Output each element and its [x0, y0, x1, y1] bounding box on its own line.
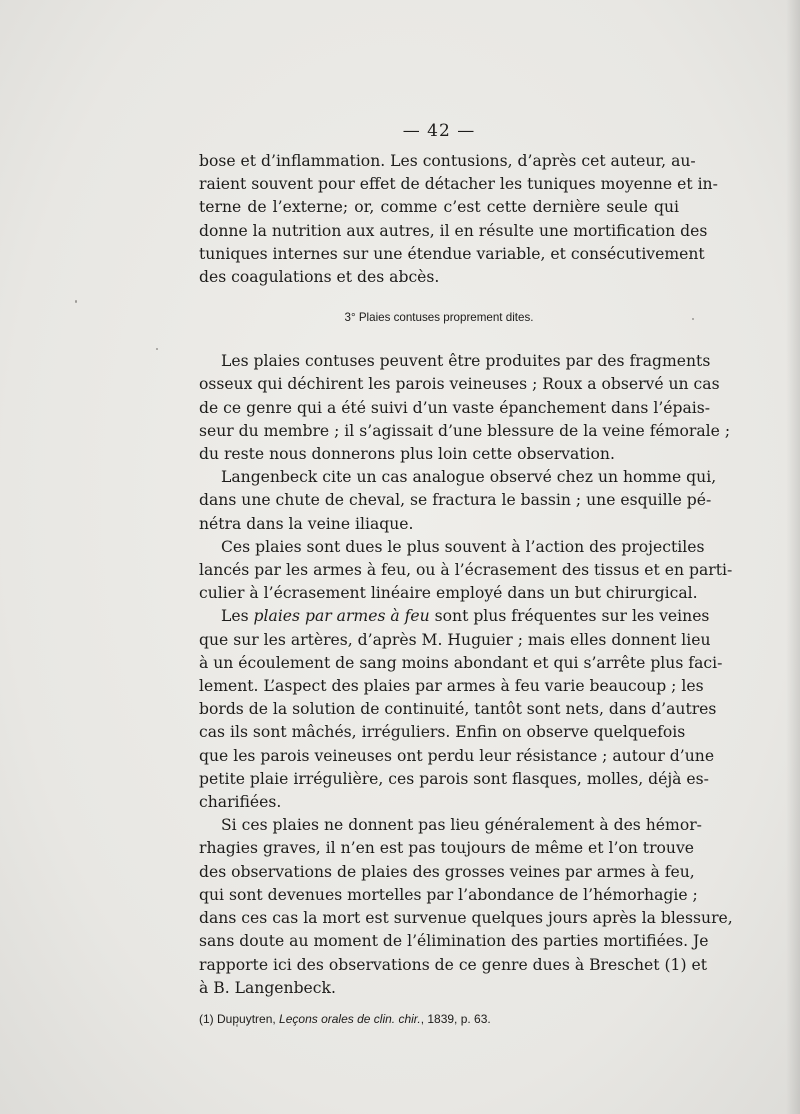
page-edge-shadow	[786, 0, 800, 1114]
text-line: osseux qui déchirent les parois veineuses ; Roux a observé un cas	[199, 375, 720, 394]
footnote-prefix: (1) Dupuytren,	[199, 1011, 280, 1026]
text-line: des coagulations et des abcès.	[199, 268, 440, 287]
text-line: Langenbeck cite un cas analogue observé chez un homme qui,	[221, 468, 717, 487]
text-line: qui sont devenues mortelles par l’abondance de l’hémorhagie ;	[199, 885, 698, 904]
paragraph	[199, 350, 731, 466]
page-number: — 42 —	[402, 121, 476, 141]
paragraph	[199, 605, 723, 814]
text-line: du reste nous donnerons plus loin cette observation.	[199, 445, 615, 464]
text-line: que les parois veineuses ont perdu leur résistance ; autour d’une	[199, 746, 715, 765]
paper-speck	[692, 318, 694, 320]
text-line: à B. Langenbeck.	[199, 978, 336, 997]
text-line: lement. L’aspect des plaies par armes à feu varie beaucoup ; les	[199, 677, 704, 696]
footnote	[199, 1011, 679, 1028]
text-line: seur du membre ; il s’agissait d’une blessure de la veine fémorale ;	[199, 421, 731, 440]
footnote-suffix: , 1839, p. 63.	[420, 1011, 491, 1026]
text-line: Si ces plaies ne donnent pas lieu généralement à des hémor-	[221, 816, 702, 835]
text-line: cas ils sont mâchés, irréguliers. Enfin on observe quelquefois	[199, 723, 686, 742]
text-line: raient souvent pour effet de détacher les tuniques moyenne et in-	[199, 175, 718, 194]
text-line: nétra dans la veine iliaque.	[199, 514, 414, 533]
page-text-block	[199, 120, 733, 1028]
paragraph	[199, 150, 718, 289]
text-line: culier à l’écrasement linéaire employé dans un but chirurgical.	[199, 584, 698, 603]
paragraph	[199, 536, 733, 606]
text-run: Les	[221, 607, 254, 626]
paper-speck	[156, 348, 158, 350]
text-line: rapporte ici des observations de ce genre dues à Breschet (1) et	[199, 955, 708, 974]
text-line: terne de l’externe; or, comme c’est cette dernière seule qui	[199, 198, 679, 217]
text-line: Les plaies contuses peuvent être produites par des fragments	[221, 352, 711, 371]
section-title: 3° Plaies contuses proprement dites.	[344, 311, 534, 325]
paper-speck	[75, 300, 77, 303]
text-line: sans doute au moment de l’élimination des parties mortifiées. Je	[199, 932, 709, 951]
paragraph	[199, 814, 733, 1000]
text-run: sont plus fréquentes sur les veines	[429, 607, 710, 626]
text-line: à un écoulement de sang moins abondant et qui s’arrête plus faci-	[199, 653, 723, 672]
text-line: de ce genre qui a été suivi d’un vaste épanchement dans l’épais-	[199, 398, 711, 417]
text-line: tuniques internes sur une étendue variable, et consécutivement	[199, 244, 705, 263]
footnote-italic: Leçons orales de clin. chir.	[279, 1011, 421, 1026]
text-line: petite plaie irrégulière, ces parois sont flasques, molles, déjà es-	[199, 769, 709, 788]
text-line: dans une chute de cheval, se fractura le bassin ; une esquille pé-	[199, 491, 712, 510]
text-line: dans ces cas la mort est survenue quelques jours après la blessure,	[199, 909, 733, 928]
text-line: charifiées.	[199, 793, 282, 812]
text-line: des observations de plaies des grosses veines par armes à feu,	[199, 862, 695, 881]
text-line: donne la nutrition aux autres, il en résulte une mortification des	[199, 221, 708, 240]
text-line: rhagies graves, il n’en est pas toujours de même et l’on trouve	[199, 839, 694, 858]
text-line: lancés par les armes à feu, ou à l’écrasement des tissus et en parti-	[199, 561, 733, 580]
text-line: Ces plaies sont dues le plus souvent à l’action des projectiles	[221, 537, 705, 556]
text-line: que sur les artères, d’après M. Huguier ; mais elles donnent lieu	[199, 630, 711, 649]
text-line-with-italic	[199, 605, 710, 628]
text-line: bords de la solution de continuité, tantôt sont nets, dans d’autres	[199, 700, 717, 719]
italic-phrase: plaies par armes à feu	[253, 607, 430, 626]
text-line: bose et d’inflammation. Les contusions, d’après cet auteur, au-	[199, 152, 696, 170]
paragraph	[199, 466, 717, 536]
